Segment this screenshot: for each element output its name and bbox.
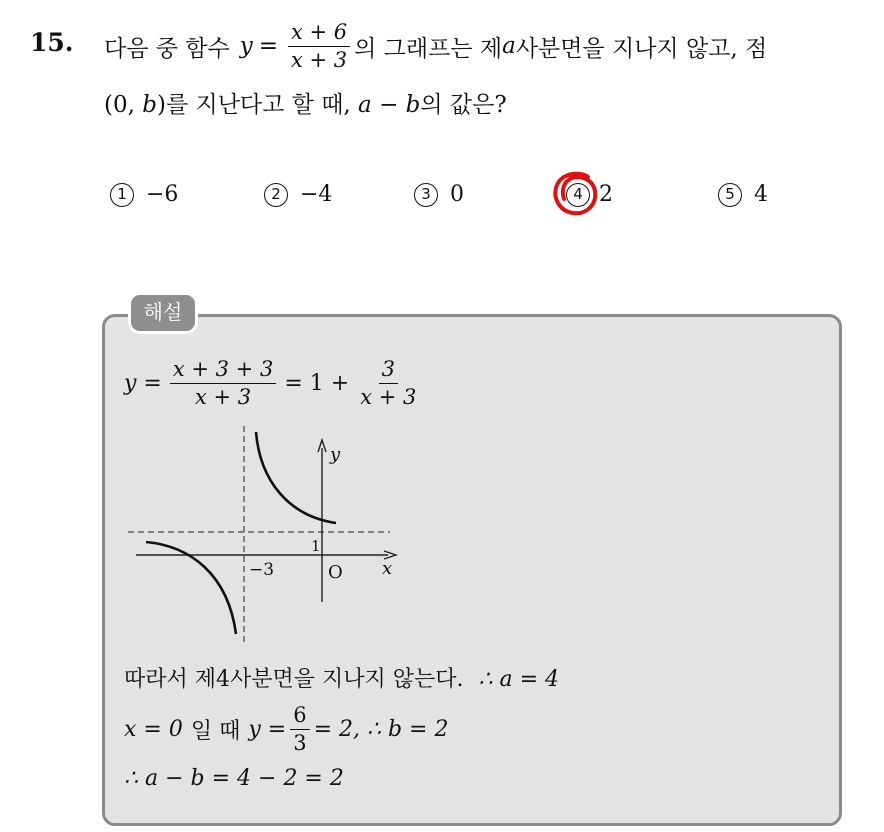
question-text: 의 그래프는 제: [354, 35, 503, 62]
x-axis-label: x: [382, 558, 393, 579]
function-fraction: [288, 21, 350, 70]
choice-value: 2: [599, 182, 613, 207]
choice-value: 4: [754, 182, 768, 207]
choice-5[interactable]: [718, 182, 768, 207]
solution-math: y =: [248, 716, 287, 742]
question-text: 다음 중 함수: [104, 35, 230, 62]
question-line-2: [104, 86, 507, 119]
hyperbola-graph: [120, 424, 410, 646]
choice-1[interactable]: [110, 182, 178, 207]
choice-number-circle: 2: [264, 183, 288, 207]
fraction-denominator: x + 3: [195, 384, 252, 409]
origin-label: O: [328, 562, 343, 583]
choice-number-circle: 3: [414, 183, 438, 207]
math-expression: a − b: [358, 92, 421, 118]
fraction-denominator: x + 3: [291, 47, 348, 72]
question-line-1: [104, 16, 767, 76]
solution-fraction-3: [290, 704, 309, 753]
red-circle-stroke: [555, 174, 595, 214]
choice-2[interactable]: [264, 182, 332, 207]
point-text: (0,: [104, 92, 143, 118]
solution-equation: [124, 352, 423, 414]
fraction-denominator: 3: [293, 730, 307, 755]
question-text: 를 지난다고 할 때,: [165, 92, 359, 118]
math-variable: a: [502, 33, 516, 59]
solution-fraction-1: [170, 358, 276, 407]
math-lhs: y =: [124, 370, 162, 396]
solution-fraction-2: [357, 358, 419, 407]
fraction-denominator: x + 3: [360, 384, 417, 409]
x-intercept-label: −3: [249, 560, 275, 580]
choice-number-circle: 5: [718, 183, 742, 207]
solution-math: = 2, ∴ b = 2: [313, 716, 449, 742]
point-text: ): [156, 92, 166, 118]
choice-value: −4: [300, 182, 333, 207]
choice-3[interactable]: [414, 182, 464, 207]
solution-math: x = 0: [124, 716, 183, 742]
question-text: 의 값은?: [420, 92, 507, 118]
solution-line-c: ∴ a − b = 4 − 2 = 2: [124, 766, 344, 791]
solution-text: 따라서 제4사분면을 지나지 않는다.: [124, 667, 464, 692]
math-middle: = 1 +: [284, 370, 350, 396]
y-axis-label: y: [330, 444, 341, 465]
question-text: 사분면을 지나지 않고, 점: [515, 35, 768, 62]
choice-value: −6: [146, 182, 179, 207]
math-variable: b: [142, 92, 157, 118]
answer-circle-mark: [550, 170, 602, 218]
math-operator: =: [258, 33, 278, 59]
choice-number-circle: 4: [566, 183, 590, 207]
solution-line-b: [124, 700, 448, 758]
solution-tag: 해설: [128, 292, 198, 334]
math-variable: y: [239, 33, 253, 59]
solution-text: 일 때: [190, 718, 241, 744]
question-number: 15.: [30, 28, 74, 57]
fraction-numerator: x + 6: [288, 21, 350, 46]
solution-line-a: [124, 662, 559, 693]
fraction-numerator: 6: [290, 704, 309, 729]
solution-math: ∴ a = 4: [478, 667, 560, 692]
asymptote-value-label: 1: [311, 537, 321, 555]
fraction-numerator: x + 3 + 3: [170, 358, 276, 383]
hyperbola-left-branch: [146, 542, 236, 634]
choice-number-circle: 1: [110, 183, 134, 207]
fraction-numerator: 3: [379, 358, 398, 383]
choice-value: 0: [450, 182, 464, 207]
